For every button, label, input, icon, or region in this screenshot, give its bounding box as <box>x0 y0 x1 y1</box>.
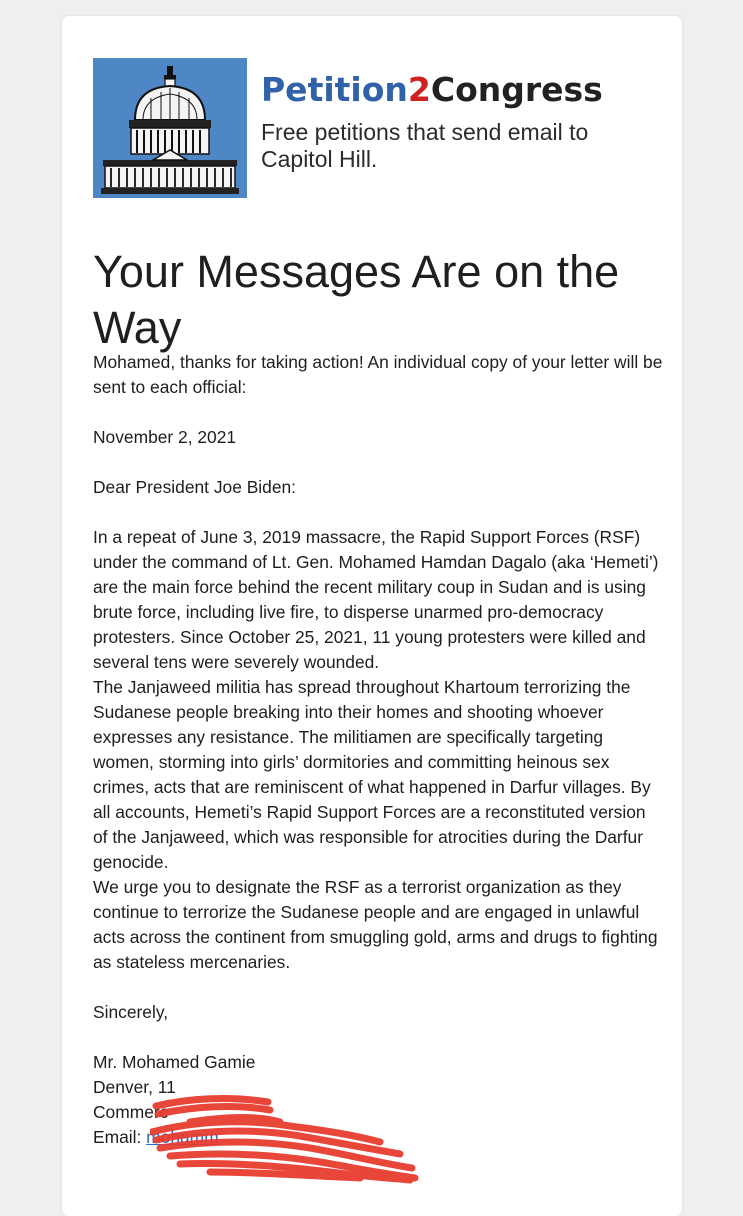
letter-date: November 2, 2021 <box>93 427 237 447</box>
intro-text: Mohamed, thanks for taking action! An individual copy of your letter will be sent to each official: <box>93 352 663 397</box>
signature-email-line <box>93 1125 663 1150</box>
signature-city: Denver, 11 <box>93 1077 176 1097</box>
brand-header[interactable] <box>93 58 653 208</box>
letter-paragraph-2: The Janjaweed militia has spread throughout Khartoum terrorizing the Sudanese people breaking into their homes and shooting whoever expresses any resistance. The militiamen are specifically targeting women, storming into girls’ dormitories and committing heinous sex crimes, acts that are reminiscent of what happened in Darfur villages. By all accounts, Hemeti’s Rapid Support Forces are a reconstituted version of the Janjaweed, which was responsible for atrocities during the Darfur genocide. <box>93 677 651 872</box>
brand-tagline: Free petitions that send email to Capitol Hill. <box>261 119 589 172</box>
signature-name: Mr. Mohamed Gamie <box>93 1052 256 1072</box>
signature-org: Commerc <box>93 1102 169 1122</box>
brand-name-part3: Congress <box>430 70 603 109</box>
brand-name <box>261 70 603 109</box>
letter-paragraph-3: We urge you to designate the RSF as a terrorist organization as they continue to terrorize the Sudanese people and are engaged in unlawful acts across the continent from smuggling gold, arms and drugs to fighting as stateless mercenaries. <box>93 877 658 972</box>
brand-name-part1: Petition <box>261 70 408 109</box>
email-label: Email: <box>93 1127 142 1147</box>
brand-name-part2: 2 <box>407 70 431 109</box>
letter-paragraph-1: In a repeat of June 3, 2019 massacre, the Rapid Support Forces (RSF) under the command of Lt. Gen. Mohamed Hamdan Dagalo (aka ‘Hemeti’) are the main force behind the recent military coup in Sudan and is using brute force, including live fire, to disperse unarmed pro-democracy protesters. Since October 25, 2021, 11 young protesters were killed and several tens were severely wounded. <box>93 527 659 672</box>
message-body <box>93 350 663 1150</box>
letter-salutation: Dear President Joe Biden: <box>93 477 297 497</box>
email-link[interactable]: mohamm <box>146 1127 219 1147</box>
email-card <box>62 16 682 1216</box>
page-title: Your Messages Are on the Way <box>93 246 620 353</box>
capitol-dome-icon <box>93 58 247 198</box>
letter-closing: Sincerely, <box>93 1002 169 1022</box>
